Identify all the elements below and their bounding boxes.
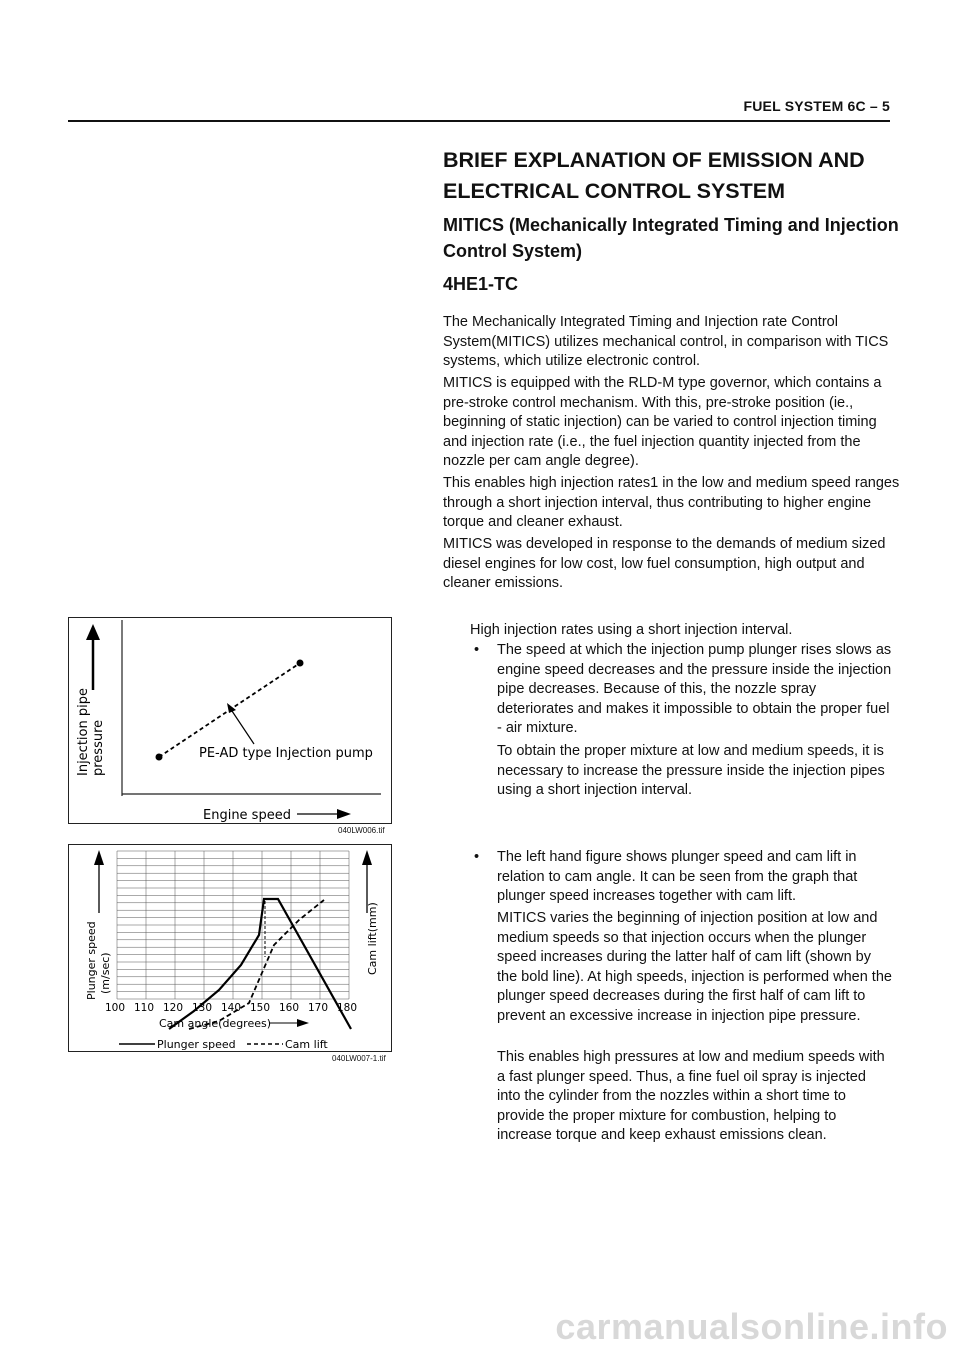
y-axis-label-line2: pressure xyxy=(91,719,106,776)
paragraph-4: MITICS was developed in response to the demands of medium sized diesel engines for low cost, low fuel consumption, high output and cleaner emissions. xyxy=(443,536,886,591)
y-axis-label-line1: Injection pipe xyxy=(76,688,91,776)
block1-intro: High injection rates using a short injection interval. xyxy=(470,622,793,638)
x-tick-label: 160 xyxy=(279,1002,300,1014)
block2-continuation-2: This enables high pressures at low and medium speeds with a fast plunger speed. Thus, a fine fuel oil spray is injected into the cylinder from the nozzles within a short time to provide the proper mixture for combustion, helping to increase torque and keep exhaust emissions clean. xyxy=(497,1049,885,1143)
watermark: carmanualsonline.info xyxy=(555,1306,948,1347)
left-axis-label-line1: Plunger speed xyxy=(85,921,98,1000)
block1-bullet: The speed at which the injection pump plunger rises slows as engine speed decreases and the pressure inside the injection pipe decreases. Because of this, the nozzle spray deteriorates and makes it impossible to obtain the proper fuel - air mixture. xyxy=(497,642,892,736)
x-tick-label: 150 xyxy=(250,1002,271,1014)
paragraph-2: MITICS is equipped with the RLD-M type governor, which contains a pre-stroke control mechanism. With this, pre-stroke position (ie., beginning of static injection) can be varied to control injection timing and injection rate (i.e., the fuel injection quantity injected from the nozzle per cam angle degree). xyxy=(443,375,882,469)
x-tick-label: 140 xyxy=(221,1002,242,1014)
x-axis-label: Engine speed xyxy=(203,808,291,823)
end-point xyxy=(297,660,304,667)
figure-plunger-cam xyxy=(68,844,392,1052)
legend-solid-label: Plunger speed xyxy=(157,1038,236,1051)
paragraph-1: The Mechanically Integrated Timing and Injection rate Control System(MITICS) utilizes mechanical control, in comparison with TICS systems, which utilize electronic control. xyxy=(443,314,889,369)
x-axis-label: Cam angle(degrees) xyxy=(159,1017,272,1030)
x-tick-label: 170 xyxy=(308,1002,329,1014)
bullet-marker: • xyxy=(474,849,480,865)
paragraph-3: This enables high injection rates1 in the low and medium speed ranges through a short injection interval, thus contributing to higher engine torque and cleaner exhaust. xyxy=(443,475,900,530)
bullet-marker: • xyxy=(474,642,480,658)
x-tick-label: 100 xyxy=(105,1002,126,1014)
figure-1-graphic xyxy=(69,618,391,823)
right-axis-label: Cam lift(mm) xyxy=(366,902,379,975)
start-point xyxy=(156,754,163,761)
model-heading: 4HE1-TC xyxy=(443,274,519,294)
x-tick-label: 110 xyxy=(134,1002,155,1014)
figure-2-graphic xyxy=(69,845,391,1051)
header-rule xyxy=(68,120,890,122)
left-axis-label-line2: (m/sec) xyxy=(99,952,112,994)
block2-continuation-1: MITICS varies the beginning of injection position at low and medium speeds so that injection occurs when the plunger speed increases during the latter half of cam lift (shown by the bold line). At high speeds, injection is performed when the plunger speed decreases during the first half of cam lift to prevent an excessive increase in injection pipe pressure. xyxy=(497,910,892,1024)
block1-continuation: To obtain the proper mixture at low and medium speeds, it is necessary to increase the pressure inside the injection pipes using a short injection interval. xyxy=(497,743,885,798)
x-tick-label: 180 xyxy=(337,1002,358,1014)
section-subtitle: MITICS (Mechanically Integrated Timing and Injection Control System) xyxy=(443,215,899,261)
pump-annotation: PE-AD type Injection pump xyxy=(199,746,373,761)
section-title: BRIEF EXPLANATION OF EMISSION AND ELECTRICAL CONTROL SYSTEM xyxy=(443,148,865,203)
block2-bullet: The left hand figure shows plunger speed and cam lift in relation to cam angle. It can be seen from the graph that plunger speed increases together with cam lift. xyxy=(497,849,858,904)
legend-dashed-label: Cam lift xyxy=(285,1038,328,1051)
figure-2-caption: 040LW007-1.tif xyxy=(332,1054,386,1063)
x-tick-label: 120 xyxy=(163,1002,184,1014)
figure-injection-pressure xyxy=(68,617,392,824)
x-tick-label: 130 xyxy=(192,1002,213,1014)
figure-1-caption: 040LW006.tif xyxy=(338,826,385,835)
page-header: FUEL SYSTEM 6C – 5 xyxy=(743,98,890,114)
